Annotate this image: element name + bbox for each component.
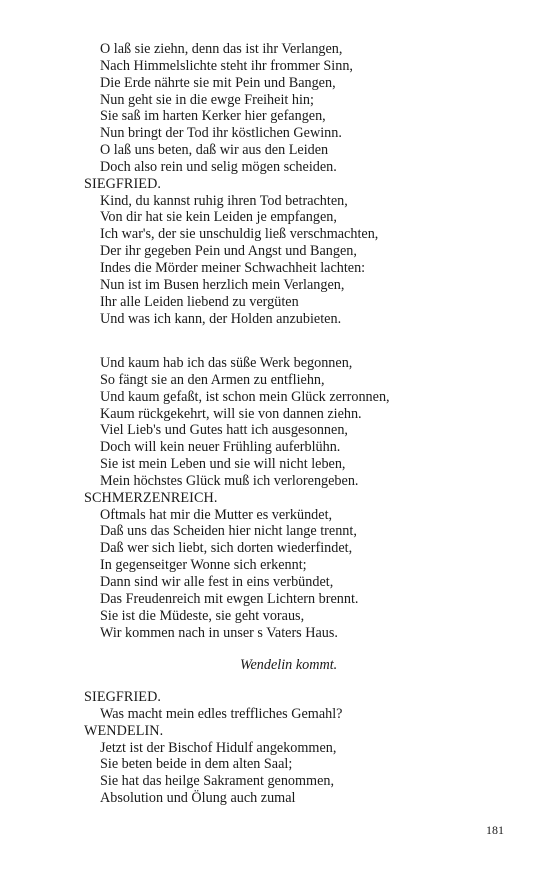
- verse-line: In gegenseitger Wonne sich erkennt;: [100, 557, 307, 574]
- verse-line: Das Freudenreich mit ewgen Lichtern brennt.: [100, 590, 359, 607]
- stage-direction: Wendelin kommt.: [240, 657, 338, 673]
- speaker-name: WENDELIN.: [84, 722, 164, 739]
- speaker-name: SIEGFRIED.: [84, 175, 162, 192]
- verse-line: Die Erde nährte sie mit Pein und Bangen,: [100, 74, 336, 91]
- page-number: 181: [486, 823, 504, 837]
- verse-line: Sie ist die Müdeste, sie geht voraus,: [100, 607, 305, 624]
- verse-line: Daß uns das Scheiden hier nicht lange trennt,: [100, 523, 357, 540]
- verse-line: Sie ist mein Leben und sie will nicht leben,: [100, 456, 346, 473]
- verse-line: Ihr alle Leiden liebend zu vergüten: [100, 293, 299, 310]
- verse-line: Nach Himmelslichte steht ihr frommer Sinn,: [100, 57, 353, 74]
- verse-line: Jetzt ist der Bischof Hidulf angekommen,: [100, 739, 337, 756]
- verse-line: Was macht mein edles treffliches Gemahl?: [100, 705, 343, 722]
- verse-line: Wir kommen nach in unser s Vaters Haus.: [100, 624, 338, 641]
- verse-line: Oftmals hat mir die Mutter es verkündet,: [100, 506, 333, 523]
- verse-line: Kaum rückgekehrt, will sie von dannen ziehn.: [100, 405, 362, 422]
- text-block-1: [84, 41, 378, 327]
- verse-line: So fängt sie an den Armen zu entfliehn,: [100, 371, 325, 388]
- verse-line: Mein höchstes Glück muß ich verlorengeben.: [100, 472, 359, 489]
- verse-line: Doch will kein neuer Frühling auferblühn.: [100, 439, 341, 456]
- verse-line: Dann sind wir alle fest in eins verbündet,: [100, 573, 334, 590]
- verse-line: Und was ich kann, der Holden anzubieten.: [100, 310, 342, 327]
- verse-line: Der ihr gegeben Pein und Angst und Bangen,: [100, 243, 357, 260]
- speaker-name: SIEGFRIED.: [84, 689, 162, 705]
- verse-line: Sie beten beide in dem alten Saal;: [100, 756, 293, 773]
- verse-line: Doch also rein und selig mögen scheiden.: [100, 158, 337, 175]
- text-block-2: [84, 355, 390, 641]
- verse-line: O laß sie ziehn, denn das ist ihr Verlangen,: [100, 41, 343, 57]
- verse-line: Und kaum hab ich das süße Werk begonnen,: [100, 355, 353, 371]
- verse-line: Absolution und Ölung auch zumal: [100, 790, 296, 807]
- verse-line: Nun geht sie in die ewge Freiheit hin;: [100, 91, 314, 108]
- verse-line: Und kaum gefaßt, ist schon mein Glück zerronnen,: [100, 388, 390, 405]
- verse-line: Nun bringt der Tod ihr köstlichen Gewinn.: [100, 125, 342, 142]
- speaker-name: SCHMERZENREICH.: [84, 489, 218, 506]
- text-block-3: [84, 689, 342, 807]
- verse-line: Viel Lieb's und Gutes hatt ich ausgesonnen,: [100, 422, 348, 439]
- verse-line: Von dir hat sie kein Leiden je empfangen,: [100, 209, 337, 226]
- verse-line: Kind, du kannst ruhig ihren Tod betrachten,: [100, 192, 348, 209]
- verse-line: O laß uns beten, daß wir aus den Leiden: [100, 142, 329, 159]
- verse-line: Indes die Mörder meiner Schwachheit lachten:: [100, 259, 366, 276]
- verse-line: Daß wer sich liebt, sich dorten wiederfindet,: [100, 540, 353, 557]
- verse-line: Sie saß im harten Kerker hier gefangen,: [100, 108, 326, 125]
- verse-line: Sie hat das heilge Sakrament genommen,: [100, 773, 335, 790]
- verse-line: Nun ist im Busen herzlich mein Verlangen,: [100, 276, 345, 293]
- verse-line: Ich war's, der sie unschuldig ließ verschmachten,: [100, 226, 379, 243]
